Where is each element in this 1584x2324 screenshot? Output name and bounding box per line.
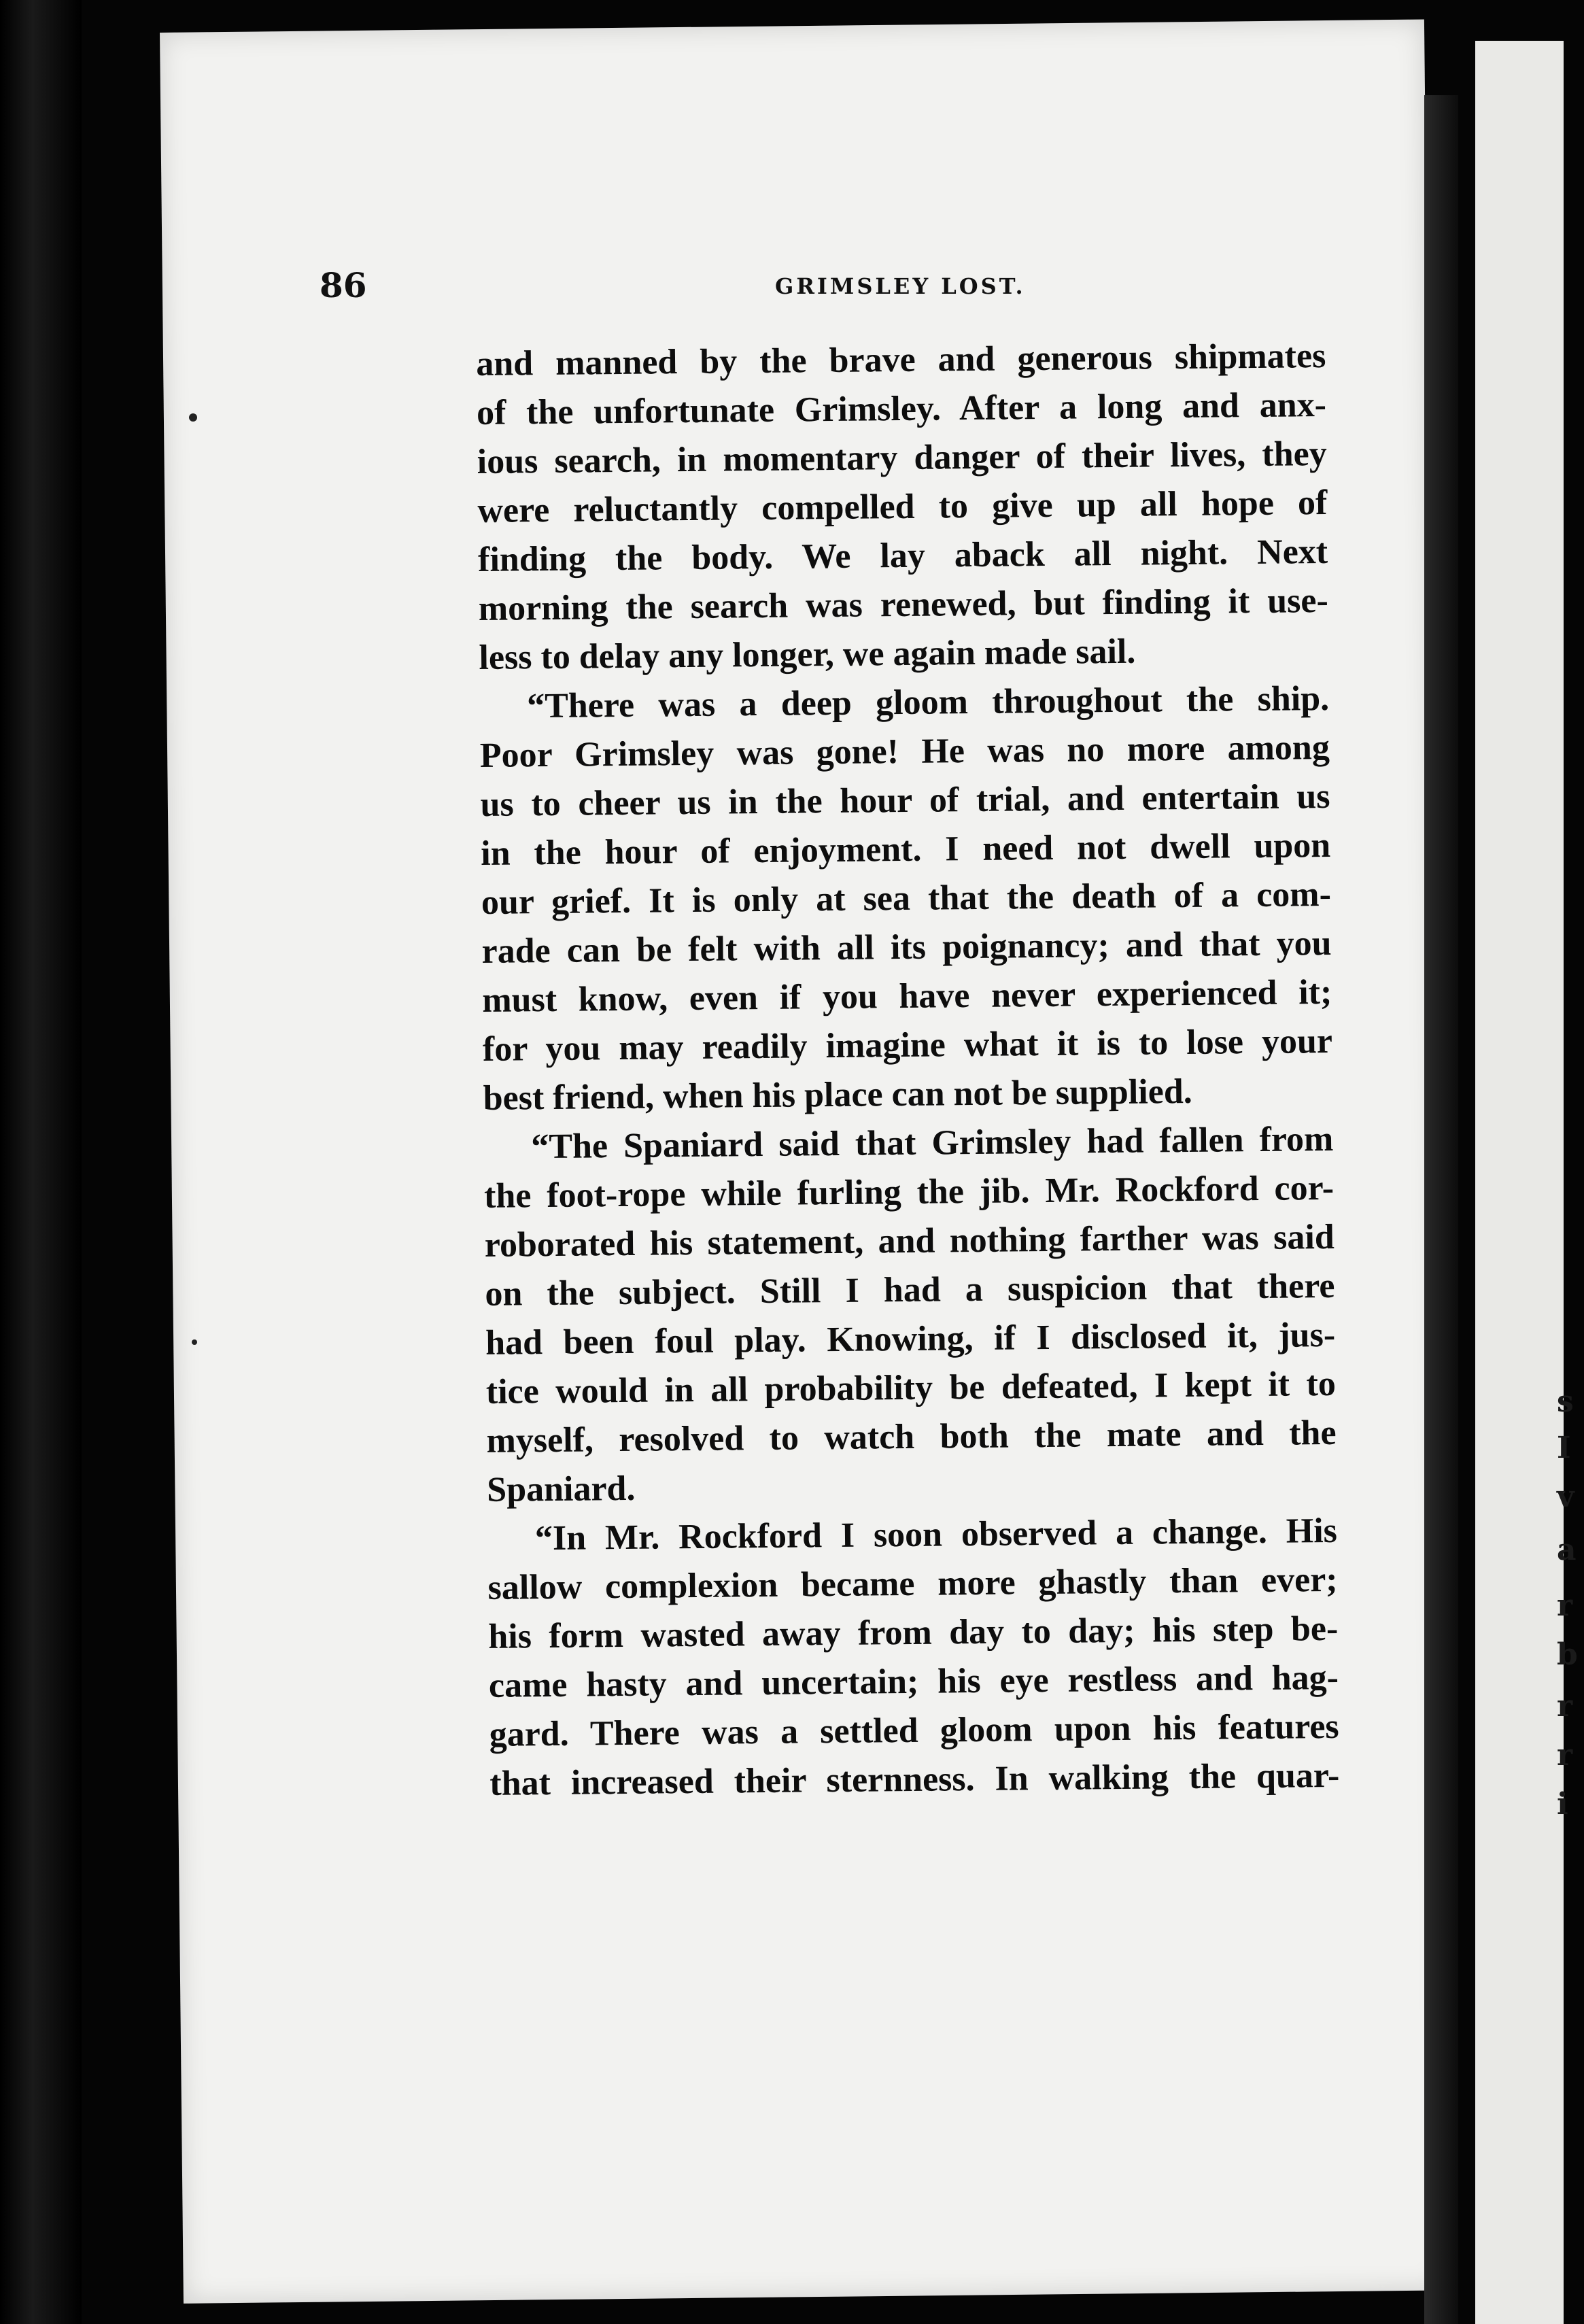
text-line: tice would in all probability be defeated, I kept it to	[485, 1364, 1337, 1412]
ink-speck	[189, 413, 197, 422]
text-line: on the subject. Still I had a suspicion that there	[485, 1266, 1335, 1314]
text-line: sallow complexion became more ghastly than ever;	[487, 1560, 1338, 1607]
ink-speck	[192, 1339, 197, 1345]
text-line: gard. There was a settled gloom upon his features	[489, 1707, 1339, 1754]
text-line: rade can be felt with all its poignancy; and that you	[481, 923, 1332, 971]
facing-page-fragment: i	[1557, 1787, 1568, 1822]
facing-page-edge	[1475, 41, 1578, 2324]
facing-page-fragment: r	[1557, 1738, 1573, 1773]
facing-page-fragment: r	[1557, 1689, 1573, 1724]
text-line: came hasty and uncertain; his eye restless and hag-	[488, 1658, 1339, 1705]
facing-page-fragment: b	[1557, 1637, 1578, 1672]
running-head: GRIMSLEY LOST.	[775, 273, 1026, 299]
facing-page-fragment: v	[1557, 1480, 1574, 1514]
text-line: “The Spaniard said that Grimsley had fallen from	[531, 1119, 1334, 1167]
text-line: the foot-rope while furling the jib. Mr. Rockford cor-	[483, 1168, 1335, 1216]
facing-page-fragment: I	[1557, 1431, 1571, 1465]
facing-page-fragment: a	[1557, 1533, 1577, 1567]
text-line: ious search, in momentary danger of their lives, they	[477, 434, 1327, 481]
text-line: “In Mr. Rockford I soon observed a change. His	[534, 1511, 1338, 1558]
page-gutter-shadow	[1424, 95, 1458, 2324]
page-header	[320, 265, 1054, 313]
text-line: in the hour of enjoyment. I need not dwell upon	[480, 825, 1331, 873]
text-line: Spaniard.	[486, 1469, 636, 1509]
facing-page-fragment: r	[1557, 1588, 1573, 1623]
facing-page-fragment: s	[1557, 1384, 1574, 1419]
text-line: that increased their sternness. In walking the quar-	[489, 1756, 1340, 1803]
text-line: were reluctantly compelled to give up all hope of	[477, 483, 1328, 530]
text-line: less to delay any longer, we again made sail.	[479, 632, 1136, 677]
text-line: and manned by the brave and generous shipmates	[476, 337, 1326, 383]
text-line: must know, even if you have never experienced it;	[482, 972, 1332, 1020]
text-line: us to cheer us in the hour of trial, and entertain us	[480, 776, 1330, 824]
text-line: roborated his statement, and nothing farther was said	[484, 1217, 1335, 1265]
text-line: of the unfortunate Grimsley. After a long and anx-	[476, 385, 1327, 432]
text-line: had been foul play. Knowing, if I disclosed it, jus-	[485, 1315, 1336, 1363]
page-number: 86	[320, 265, 367, 305]
book-binding-shadow	[0, 0, 82, 2324]
text-line: best friend, when his place can not be supplied.	[483, 1072, 1192, 1118]
text-line: Poor Grimsley was gone! He was no more among	[479, 728, 1330, 775]
text-line: “There was a deep gloom throughout the ship.	[526, 679, 1330, 726]
body-text	[476, 332, 1340, 1809]
text-line: myself, resolved to watch both the mate and the	[486, 1413, 1337, 1460]
text-line: his form wasted away from day to day; his step be-	[488, 1609, 1339, 1656]
text-line: for you may readily imagine what it is to lose your	[482, 1021, 1333, 1069]
text-line: finding the body. We lay aback all night. Next	[477, 532, 1328, 579]
text-line: our grief. It is only at sea that the death of a com-	[481, 874, 1332, 922]
text-line: morning the search was renewed, but finding it use-	[478, 581, 1329, 628]
